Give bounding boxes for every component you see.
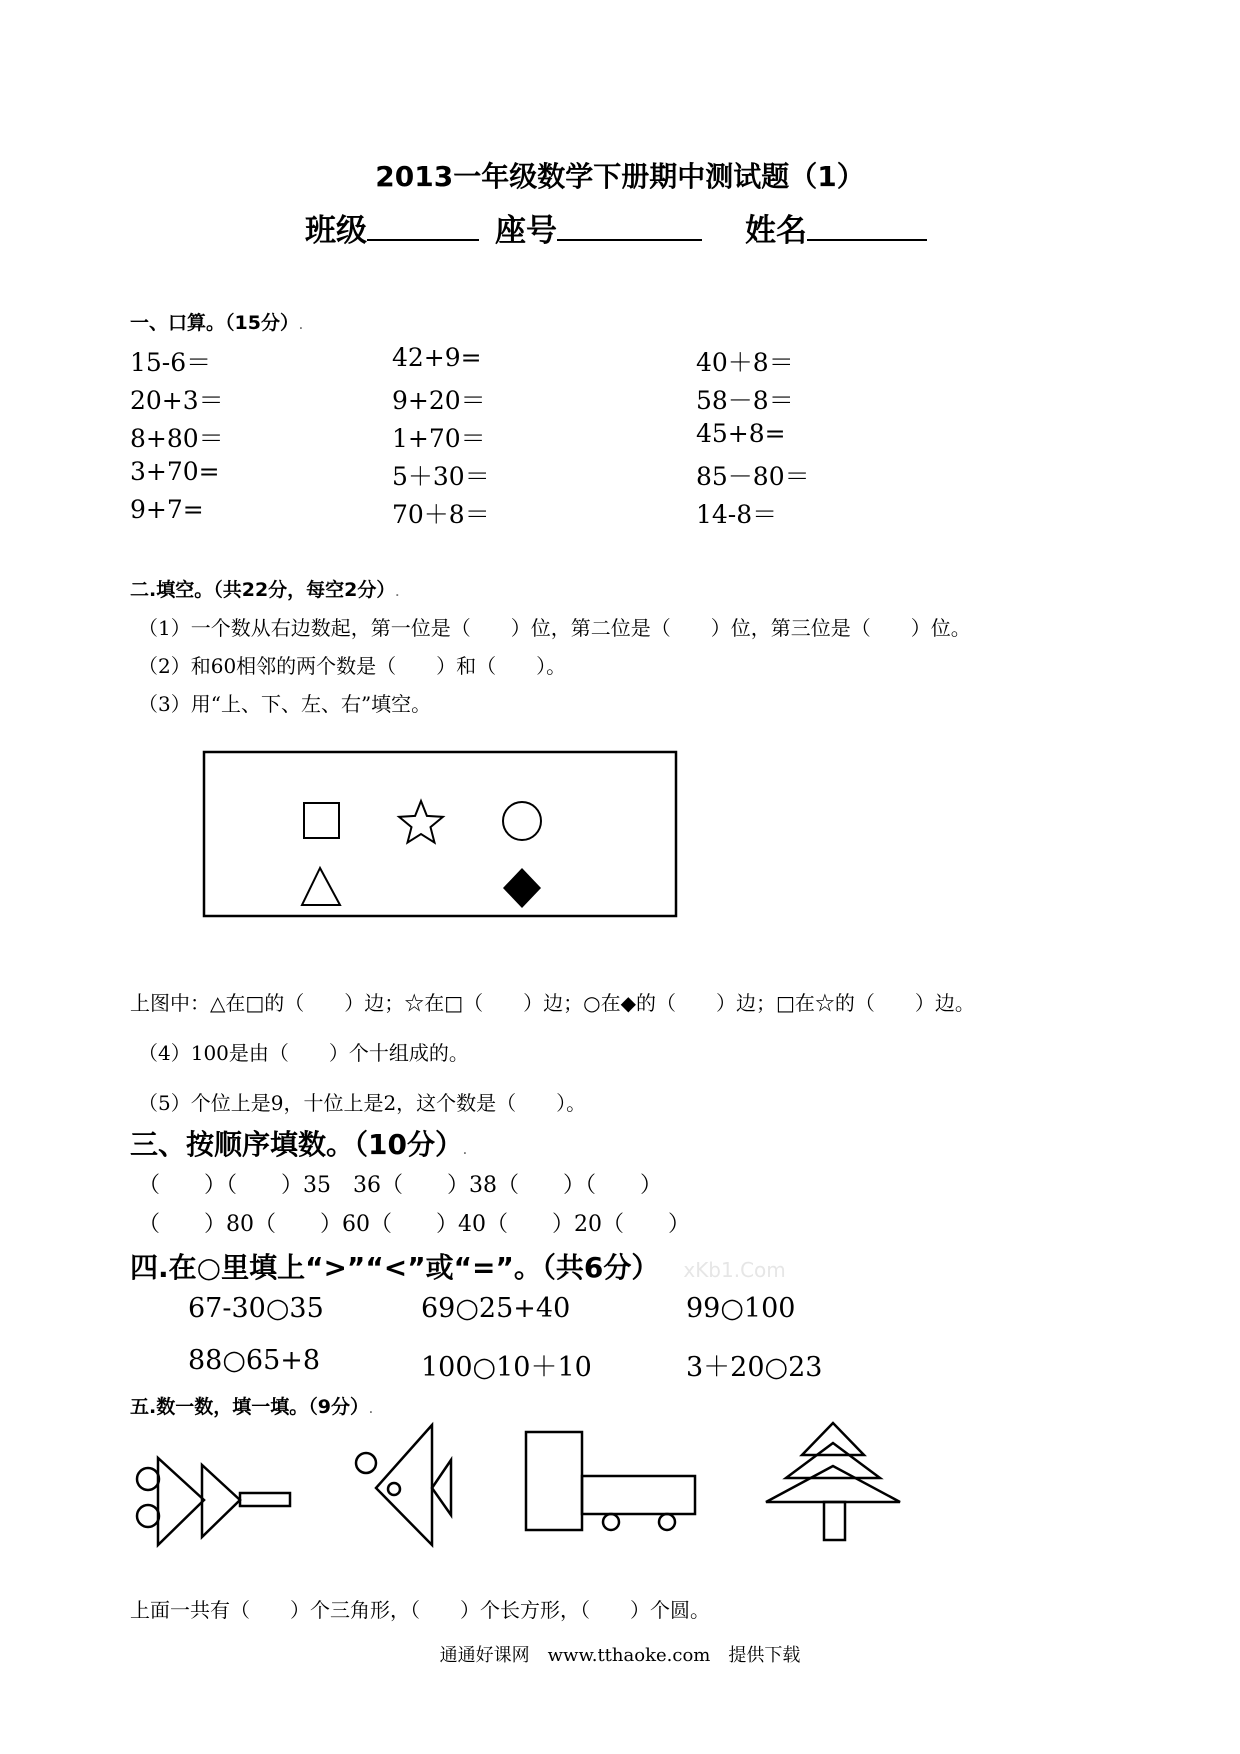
circle-shape bbox=[356, 1453, 376, 1473]
calc-item: 1+70＝ bbox=[392, 424, 486, 453]
compare-item: 88○65+8 bbox=[188, 1345, 321, 1376]
calc-item: 45+8= bbox=[696, 419, 786, 448]
triangle-shape bbox=[786, 1443, 880, 1478]
question-1: （1）一个数从右边数起，第一位是（ ）位，第二位是（ ）位，第三位是（ ）位。 bbox=[138, 616, 971, 640]
compare-item: 69○25+40 bbox=[421, 1293, 571, 1324]
circle-shape bbox=[659, 1514, 675, 1530]
triangle-shape bbox=[802, 1423, 864, 1455]
question-2: （2）和60相邻的两个数是（ ）和（ ）。 bbox=[138, 654, 567, 678]
question-4: （4）100是由（ ）个十组成的。 bbox=[138, 1041, 469, 1065]
question-5: （5）个位上是9，十位上是2，这个数是（ ）。 bbox=[138, 1091, 587, 1115]
class-label: 班级 bbox=[305, 213, 367, 249]
triangle-shape bbox=[376, 1425, 432, 1545]
watermark: xKb1.Com bbox=[683, 1258, 786, 1282]
compare-item: 67-30○35 bbox=[188, 1293, 324, 1324]
compare-item: 3＋20○23 bbox=[686, 1352, 823, 1383]
name-label: 姓名 bbox=[745, 213, 807, 249]
circle-shape bbox=[137, 1505, 159, 1527]
calc-item: 8+80＝ bbox=[130, 424, 224, 453]
circle-shape bbox=[388, 1483, 400, 1495]
compare-item: 100○10＋10 bbox=[421, 1352, 592, 1383]
section5-heading: 五.数一数，填一填。（9分）. bbox=[130, 1396, 373, 1418]
calc-item: 15-6＝ bbox=[130, 348, 212, 377]
sequence-line-1: （ ）（ ）35 36（ ）38（ ）（ ） bbox=[138, 1173, 662, 1198]
shape-count-question: 上面一共有（ ）个三角形，（ ）个长方形，（ ）个圆。 bbox=[130, 1598, 710, 1622]
calc-item: 58－8＝ bbox=[696, 386, 794, 415]
compare-item: 99○100 bbox=[686, 1293, 796, 1324]
sequence-line-2: （ ）80（ ）60（ ）40（ ）20（ ） bbox=[138, 1212, 690, 1237]
rectangle-shape bbox=[582, 1476, 695, 1514]
rectangle-shape bbox=[526, 1432, 582, 1530]
calc-item: 42+9= bbox=[392, 343, 482, 372]
triangle-shape bbox=[766, 1466, 900, 1502]
page-title: 2013一年级数学下册期中测试题（1） bbox=[375, 160, 865, 193]
figure-question: 上图中：△在□的（ ）边；☆在□（ ）边；○在◆的（ ）边；□在☆的（ ）边。 bbox=[130, 991, 975, 1015]
rectangle-shape bbox=[240, 1493, 290, 1506]
calc-item: 20+3＝ bbox=[130, 386, 224, 415]
calc-item: 5＋30＝ bbox=[392, 462, 490, 491]
calc-item: 40＋8＝ bbox=[696, 348, 794, 377]
triangle-shape bbox=[158, 1458, 204, 1545]
circle-shape bbox=[603, 1514, 619, 1530]
fish-figure bbox=[356, 1425, 451, 1545]
calc-item: 85－80＝ bbox=[696, 462, 810, 491]
calc-item: 3+70= bbox=[130, 457, 220, 486]
truck-figure bbox=[526, 1432, 695, 1530]
triangle-shape bbox=[432, 1460, 451, 1515]
section4-heading: 四.在○里填上“>”“<”或“=”。（共6分） xKb1.Com bbox=[130, 1251, 786, 1284]
calc-item: 14-8＝ bbox=[696, 500, 778, 529]
tree-figure bbox=[766, 1423, 900, 1540]
section2-heading: 二.填空。（共22分，每空2分）. bbox=[130, 579, 400, 601]
section1-heading: 一、口算。（15分）. bbox=[130, 312, 303, 334]
rectangle-shape bbox=[824, 1502, 845, 1540]
seat-label: 座号 bbox=[495, 213, 557, 249]
calc-item: 9+20＝ bbox=[392, 386, 486, 415]
question-3: （3）用“上、下、左、右”填空。 bbox=[138, 692, 432, 716]
rocket-figure bbox=[137, 1458, 290, 1545]
section3-heading: 三、按顺序填数。（10分）. bbox=[130, 1128, 467, 1161]
calc-item: 9+7= bbox=[130, 495, 204, 524]
calc-item: 70＋8＝ bbox=[392, 500, 490, 529]
circle-shape bbox=[137, 1468, 159, 1490]
footer-text: 通通好课网 www.tthaoke.com 提供下载 bbox=[439, 1645, 801, 1666]
triangle-shape bbox=[202, 1465, 240, 1537]
